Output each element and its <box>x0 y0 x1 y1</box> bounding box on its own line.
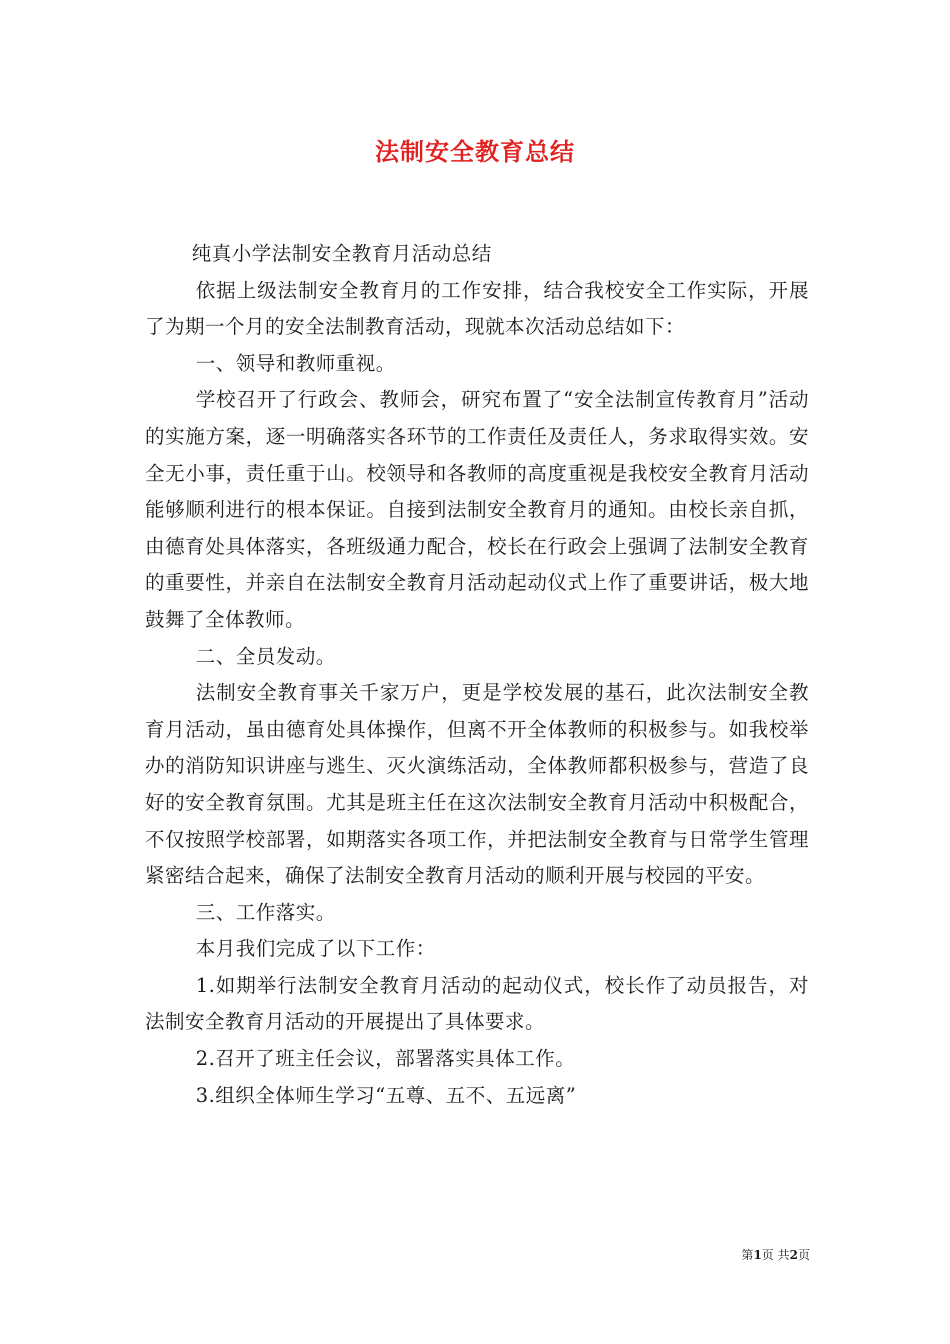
paragraph: 学校召开了行政会、教师会，研究布置了“安全法制宣传教育月”活动的实施方案，逐一明确落实各环节的工作责任及责任人，务求取得实效。安全无小事，责任重于山。校领导和各教师的高度重视是我校安全教育月活动能够顺利进行的根本保证。自接到法制安全教育月的通知。由校长亲自抓，由德育处具体落实，各班级通力配合，校长在行政会上强调了法制安全教育的重要性，并亲自在法制安全教育月活动起动仪式上作了重要讲话，极大地鼓舞了全体教师。 <box>145 388 809 631</box>
list-item: 2.召开了班主任会议，部署落实具体工作。 <box>195 1047 576 1071</box>
paragraph: 依据上级法制安全教育月的工作安排，结合我校安全工作实际，开展了为期一个月的安全法制教育活动，现就本次活动总结如下： <box>145 278 809 339</box>
footer-suffix: 页 <box>797 1248 810 1262</box>
section-heading: 三、工作落实。 <box>195 900 336 924</box>
document-body <box>145 236 809 1114</box>
paragraph: 本月我们完成了以下工作： <box>195 937 436 961</box>
section-heading: 一、领导和教师重视。 <box>195 351 396 375</box>
list-item: 1.如期举行法制安全教育月活动的起动仪式，校长作了动员报告，对法制安全教育月活动的开展提出了具体要求。 <box>145 973 809 1034</box>
footer-prefix: 第 <box>741 1248 754 1262</box>
section-heading: 二、全员发动。 <box>195 644 336 668</box>
page-number-footer <box>741 1246 810 1263</box>
list-item: 3.组织全体师生学习“五尊、五不、五远离” <box>195 1083 577 1107</box>
paragraph: 法制安全教育事关千家万户，更是学校发展的基石，此次法制安全教育月活动，虽由德育处具体操作，但离不开全体教师的积极参与。如我校举办的消防知识讲座与逃生、灭火演练活动，全体教师都积极参与，营造了良好的安全教育氛围。尤其是班主任在这次法制安全教育月活动中积极配合，不仅按照学校部署，如期落实各项工作，并把法制安全教育与日常学生管理紧密结合起来，确保了法制安全教育月活动的顺利开展与校园的平安。 <box>145 681 809 888</box>
document-subtitle: 纯真小学法制安全教育月活动总结 <box>191 242 492 265</box>
footer-middle: 页 共 <box>761 1248 790 1262</box>
current-page-number: 1 <box>753 1248 762 1262</box>
document-title: 法制安全教育总结 <box>375 137 575 166</box>
total-page-count: 2 <box>789 1248 798 1262</box>
